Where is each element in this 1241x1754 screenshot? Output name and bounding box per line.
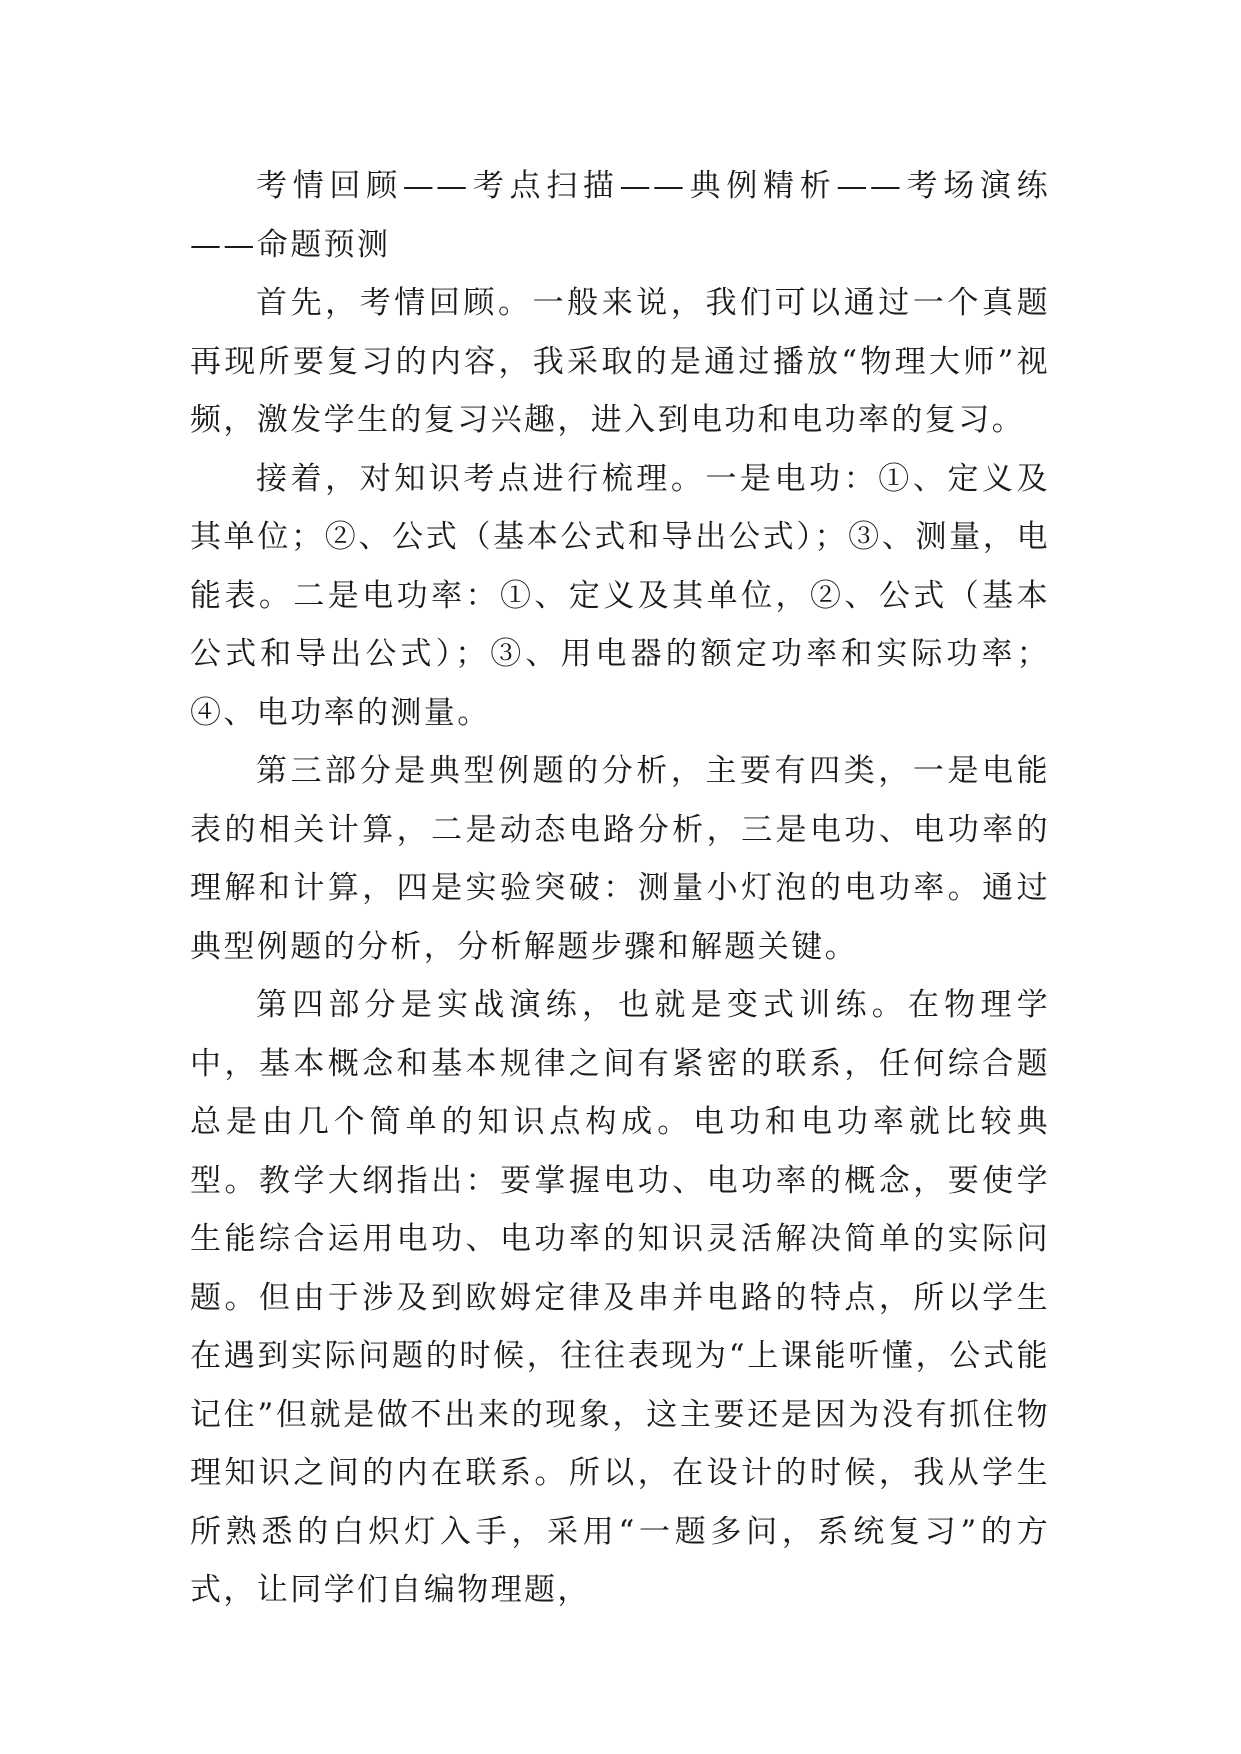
document-body xyxy=(190,157,1050,1620)
paragraph-practice: 第四部分是实战演练，也就是变式训练。在物理学中，基本概念和基本规律之间有紧密的联系，任何综合题总是由几个简单的知识点构成。电功和电功率就比较典型。教学大纲指出：要掌握电功、电功率的概念，要使学生能综合运用电功、电功率的知识灵活解决简单的实际问题。但由于涉及到欧姆定律及串并电路的特点，所以学生在遇到实际问题的时候，往往表现为“上课能听懂，公式能记住”但就是做不出来的现象，这主要还是因为没有抓住物理知识之间的内在联系。所以，在设计的时候，我从学生所熟悉的白炽灯入手，采用“一题多问，系统复习”的方式，让同学们自编物理题， xyxy=(190,987,1050,1608)
paragraph-knowledge-points: 接着，对知识考点进行梳理。一是电功：①、定义及其单位；②、公式（基本公式和导出公式）；③、测量，电能表。二是电功率：①、定义及其单位，②、公式（基本公式和导出公式）；③、用电器的额定功率和实际功率；④、电功率的测量。 xyxy=(190,460,1050,731)
paragraph-review-flow: 考情回顾——考点扫描——典例精析——考场演练——命题预测 xyxy=(190,168,1050,263)
paragraph-example-analysis: 第三部分是典型例题的分析，主要有四类，一是电能表的相关计算，二是动态电路分析，三是电功、电功率的理解和计算，四是实验突破：测量小灯泡的电功率。通过典型例题的分析，分析解题步骤和解题关键。 xyxy=(190,753,1050,965)
paragraph-exam-review: 首先，考情回顾。一般来说，我们可以通过一个真题再现所要复习的内容，我采取的是通过播放“物理大师”视频，激发学生的复习兴趣，进入到电功和电功率的复习。 xyxy=(190,285,1050,438)
